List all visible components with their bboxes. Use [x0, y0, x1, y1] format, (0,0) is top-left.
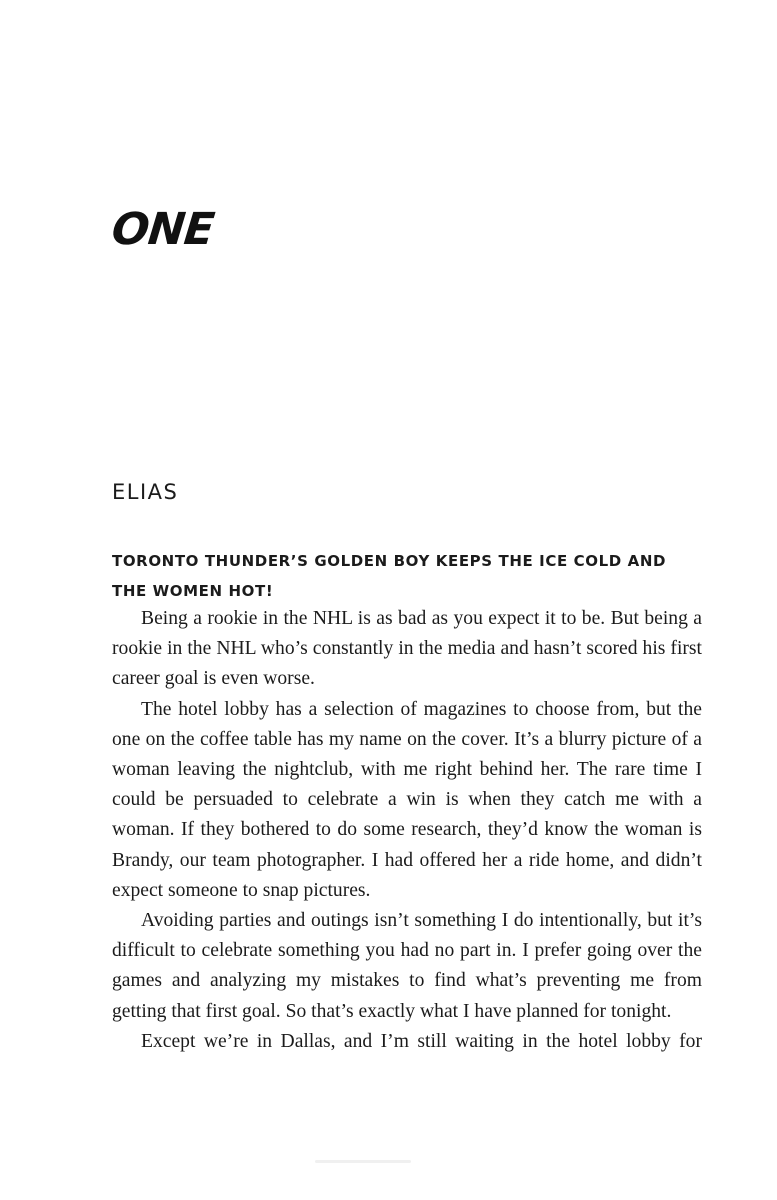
paragraph-2: The hotel lobby has a selection of magazines to choose from, but the one on the coffee table has my name on the cover. It’s a blurry picture of a woman leaving the nightclub, with me right behind her. The rare time I could be persuaded to celebrate a win is when they catch me with a woman. If they bothered to do some research, they’d know the woman is Brandy, our team photographer. I had offered her a ride home, and didn’t expect someone to snap pictures.: [112, 698, 702, 901]
chapter-body: [112, 604, 702, 1057]
magazine-headline: TORONTO THUNDER’S GOLDEN BOY KEEPS THE ICE COLD AND THE WOMEN HOT!: [112, 552, 667, 600]
page-footer-mark: [315, 1160, 411, 1163]
paragraph-4: Except we’re in Dallas, and I’m still waiting in the hotel lobby for: [141, 1030, 702, 1052]
narrator-name: ELIAS: [112, 480, 179, 504]
paragraph-3: Avoiding parties and outings isn’t something I do intentionally, but it’s difficult to celebrate something you had no part in. I prefer going over the games and analyzing my mistakes to find what’s preventing me from getting that first goal. So that’s exactly what I have planned for tonight.: [112, 910, 702, 1022]
paragraph-1: Being a rookie in the NHL is as bad as you expect it to be. But being a rookie in the NHL who’s constantly in the media and hasn’t scored his first career goal is even worse.: [112, 608, 702, 690]
chapter-title: ONE: [109, 204, 217, 255]
